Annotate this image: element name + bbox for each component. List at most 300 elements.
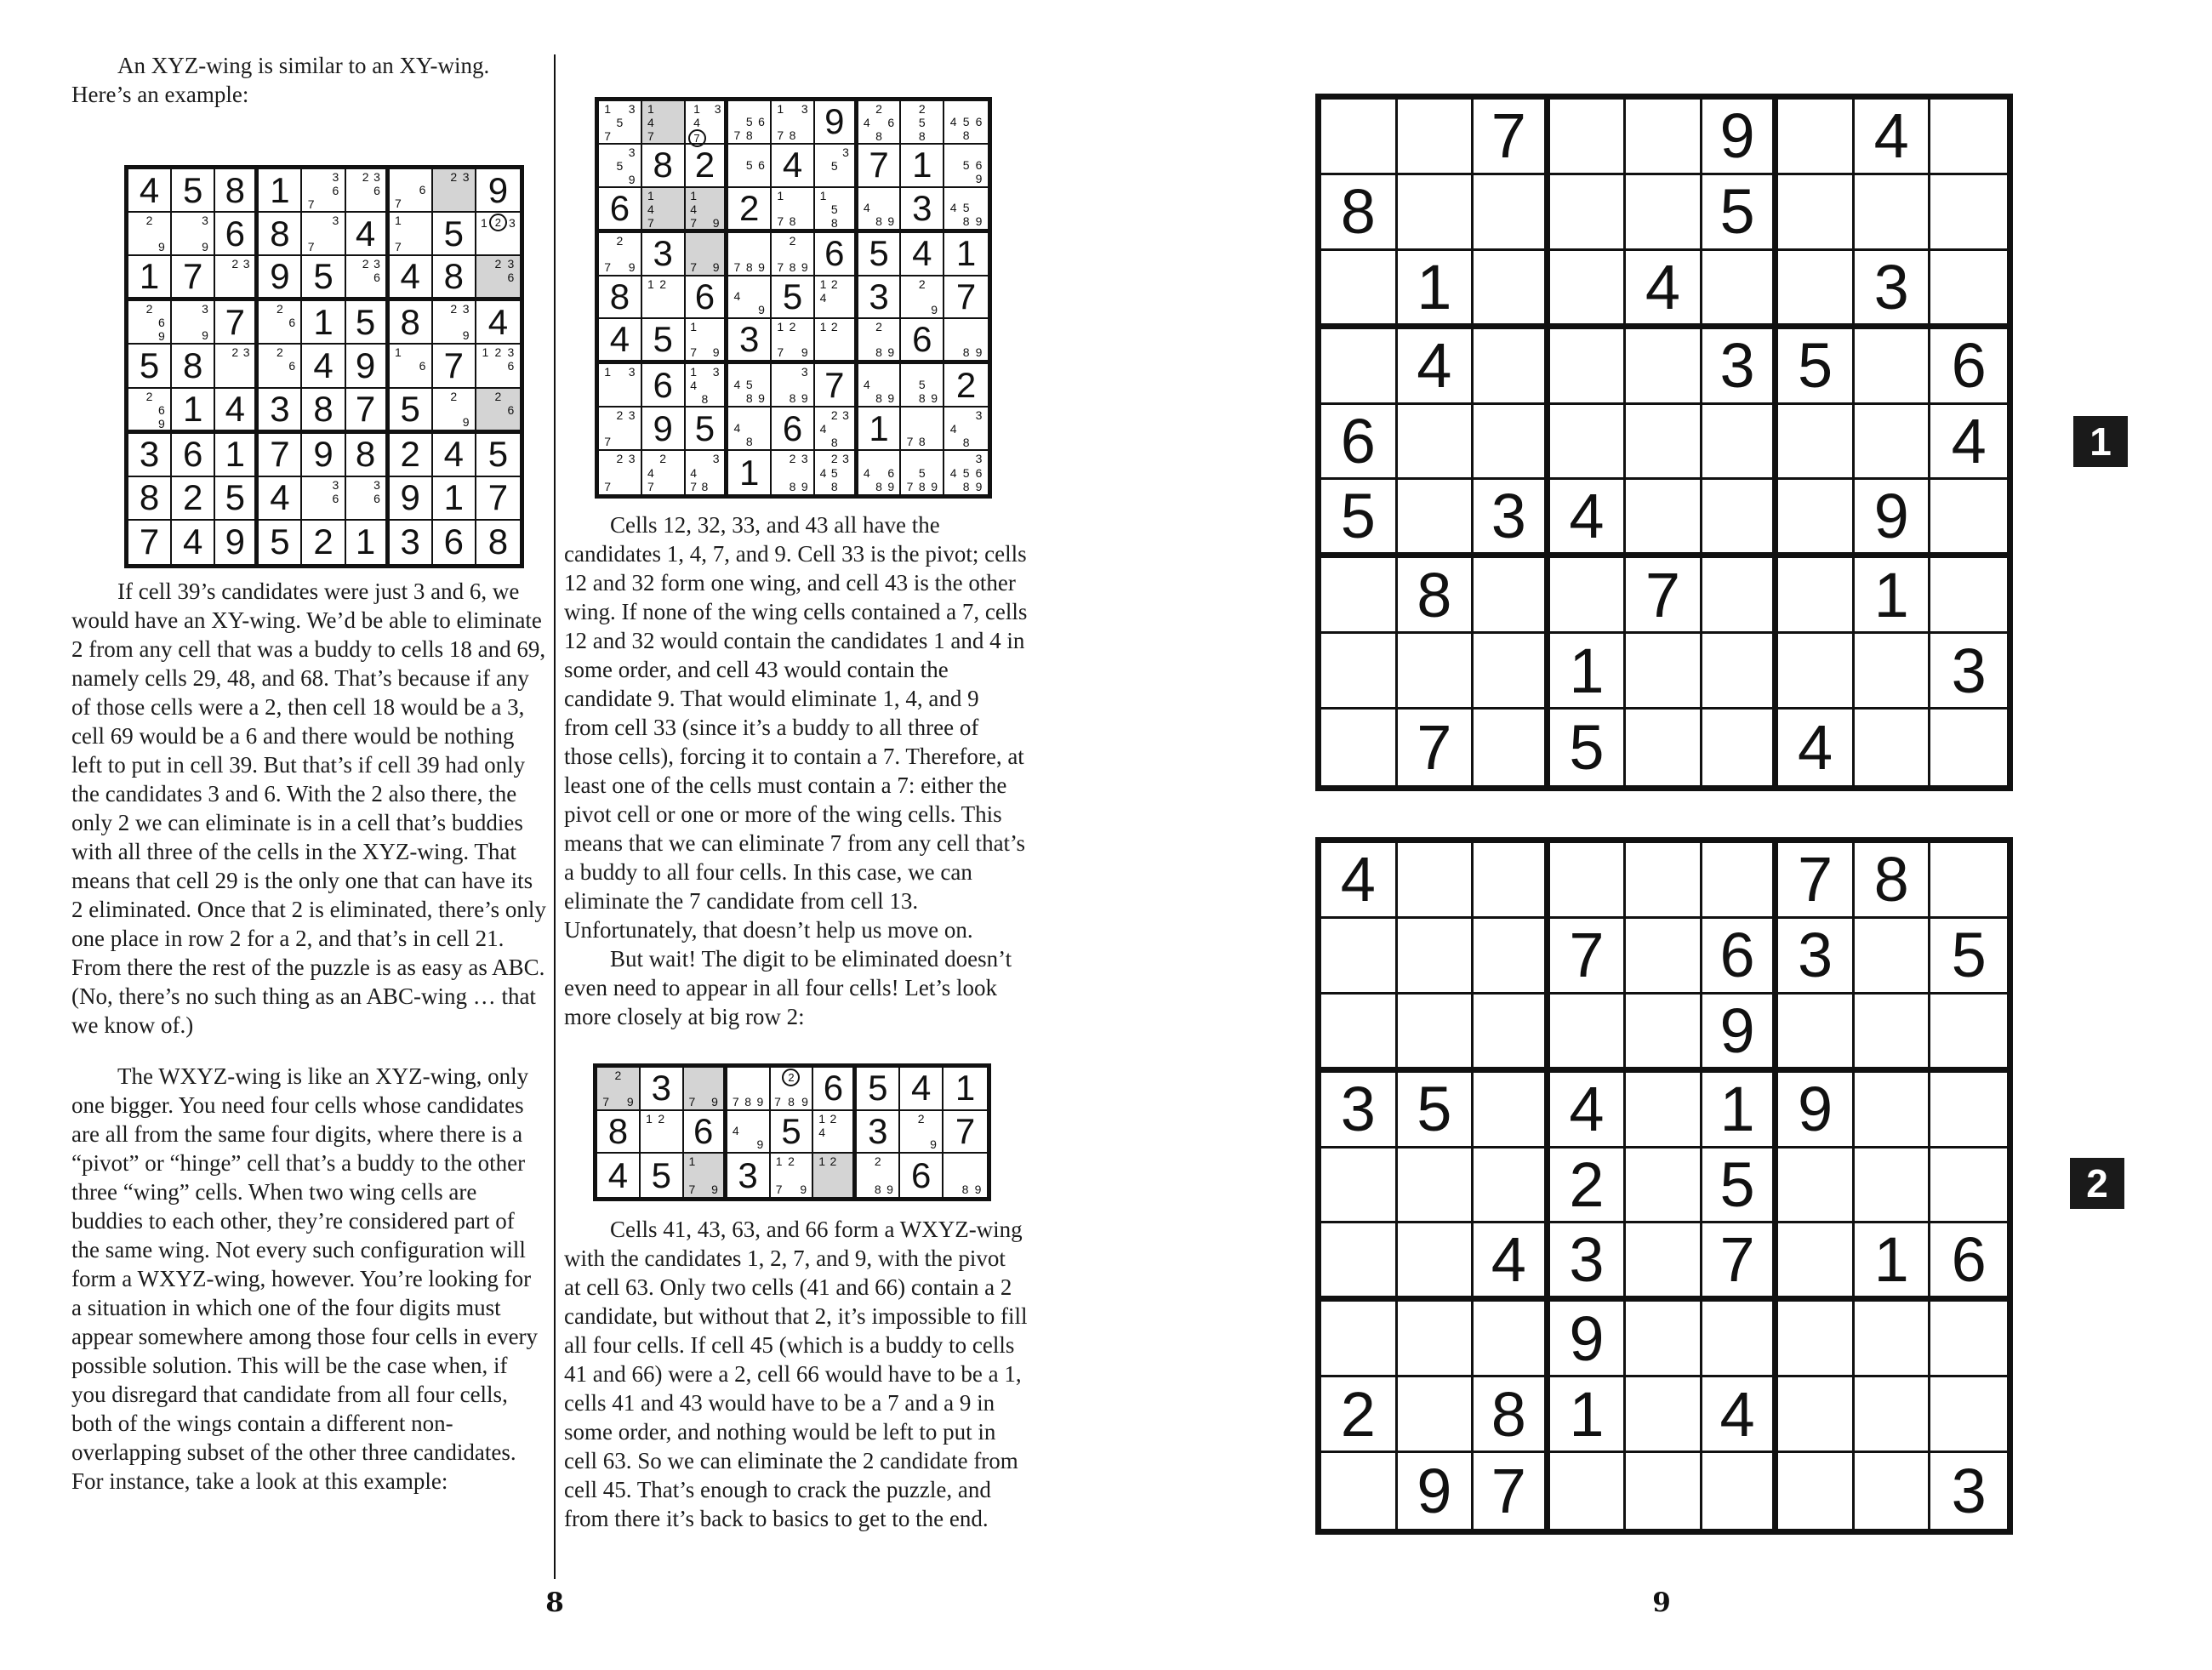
grid-cell-r9c6: 1 [346, 521, 390, 564]
grid-cell-r7c1: 3 [128, 434, 172, 477]
grid-cell-r5c9: 7 [944, 276, 988, 320]
candidate: 1 [394, 214, 402, 228]
page-number-left: 8 [545, 1587, 564, 1618]
candidate: 1 [693, 102, 700, 116]
candidate-list [774, 102, 811, 142]
grid-cell-r4c4 [259, 301, 302, 345]
grid-cell-r2c5: 4 [772, 145, 815, 188]
puzzle-cell-r5c6 [1702, 405, 1779, 481]
grid-cell-r9c1 [599, 451, 642, 494]
candidate-list [687, 1069, 721, 1109]
grid-cell-r9c2 [642, 451, 686, 494]
candidate-list [731, 102, 767, 142]
candidate: 5 [745, 114, 753, 128]
but-wait-paragraph: But wait! The digit to be eliminated doesn’t even need to appear in all four cells! Let’s look more closely at big row 2: [564, 946, 1012, 1029]
grid-cell-r3c2: 7 [172, 256, 215, 301]
grid-cell-r4c7: 5 [858, 233, 902, 276]
puzzle-cell-r9c3 [1474, 710, 1550, 785]
grid-cell-r5c5: 4 [302, 345, 345, 388]
grid-cell-r2c3: 2 [686, 145, 729, 188]
candidate: 9 [887, 479, 895, 493]
grid-cell-r2c3: 6 [684, 1111, 727, 1154]
candidate: 3 [801, 365, 808, 379]
candidate: 8 [745, 435, 753, 449]
grid-cell-r2c2 [172, 213, 215, 256]
candidate: 9 [975, 479, 983, 493]
candidate: 7 [906, 479, 914, 493]
candidate: 9 [974, 1182, 982, 1196]
candidate: 7 [307, 240, 315, 254]
candidate-list [730, 1069, 767, 1109]
puzzle-cell-r8c5 [1626, 1377, 1702, 1453]
candidate: 4 [690, 202, 698, 216]
candidate: 9 [756, 1094, 764, 1109]
puzzle-cell-r2c1: 8 [1321, 175, 1398, 251]
grid-cell-r1c5 [771, 1068, 814, 1111]
candidate: 2 [276, 302, 283, 316]
candidate: 1 [647, 276, 654, 291]
puzzle-cell-r6c6 [1702, 480, 1779, 558]
puzzle-cell-r7c4 [1550, 558, 1627, 634]
candidate: 8 [962, 345, 970, 360]
candidate: 4 [647, 116, 654, 129]
puzzle-cell-r7c9 [1930, 1302, 2007, 1377]
puzzle-cell-r3c6 [1702, 251, 1779, 329]
candidate: 7 [307, 197, 315, 211]
grid-cell-r1c7 [858, 101, 902, 145]
candidate: 2 [789, 452, 796, 466]
candidate: 5 [616, 158, 624, 173]
grid-cell-r2c2 [641, 1111, 684, 1154]
puzzle-cell-r7c5: 7 [1626, 558, 1702, 634]
grid-cell-r1c8 [901, 101, 944, 145]
grid-cell-r1c5 [772, 101, 815, 145]
grid-cell-r3c1: 4 [597, 1154, 641, 1197]
candidate-list [643, 1112, 680, 1152]
candidate: 9 [712, 215, 720, 230]
grid-cell-r2c4: 8 [259, 213, 302, 256]
candidate: 3 [242, 345, 250, 360]
candidate: 3 [712, 365, 720, 379]
grid-cell-r7c9: 2 [944, 364, 988, 408]
grid-cell-r6c9 [476, 389, 520, 434]
candidate: 4 [693, 116, 700, 129]
puzzle-cell-r5c8 [1855, 405, 1931, 481]
puzzle-cell-r9c1 [1321, 710, 1398, 785]
puzzle-cell-r3c4 [1550, 995, 1627, 1073]
candidate: 4 [647, 465, 654, 480]
puzzle-cell-r4c4: 4 [1550, 1073, 1627, 1148]
grid-cell-r2c6 [815, 145, 858, 188]
grid-cell-r9c2: 4 [172, 521, 215, 564]
grid-cell-r3c5 [771, 1154, 814, 1197]
candidate-list [131, 302, 168, 342]
grid-cell-r4c6: 5 [346, 301, 390, 345]
candidate: 2 [145, 389, 153, 403]
candidate: 4 [819, 465, 827, 480]
candidate: 2 [145, 214, 153, 228]
candidate: 3 [332, 214, 339, 228]
grid-cell-r6c6: 7 [346, 389, 390, 434]
candidate: 8 [789, 214, 796, 228]
candidate-list [601, 408, 638, 448]
candidate: 2 [616, 452, 624, 466]
grid-cell-r9c4: 5 [259, 521, 302, 564]
grid-cell-r5c4 [728, 276, 772, 320]
candidate: 1 [690, 365, 698, 379]
candidate: 5 [918, 116, 926, 129]
puzzle-cell-r9c8 [1855, 1453, 1931, 1529]
candidate: 8 [961, 1182, 969, 1196]
candidate-list [261, 302, 298, 342]
candidate: 1 [777, 188, 784, 202]
puzzle-cell-r8c2 [1398, 634, 1474, 710]
puzzle-cell-r8c4: 1 [1550, 1377, 1627, 1453]
candidate: 8 [701, 479, 709, 493]
candidate-list [947, 189, 985, 228]
candidate: 1 [646, 1111, 653, 1126]
puzzle-cell-r5c3 [1474, 405, 1550, 481]
candidate: 9 [887, 1182, 893, 1196]
puzzle-cell-r4c4 [1550, 329, 1627, 405]
puzzle-cell-r7c6 [1702, 1302, 1779, 1377]
grid-cell-r3c4: 9 [259, 256, 302, 301]
puzzle-cell-r5c5 [1626, 1148, 1702, 1224]
grid-cell-r1c4: 1 [259, 169, 302, 213]
grid-cell-r4c2: 3 [642, 233, 686, 276]
candidate-list [601, 365, 638, 405]
candidate: 9 [758, 303, 765, 317]
puzzle-cell-r3c7 [1778, 995, 1855, 1073]
candidate: 8 [962, 479, 970, 493]
candidate: 6 [332, 491, 339, 505]
candidate-list [731, 145, 767, 185]
grid-cell-r7c1 [599, 364, 642, 408]
grid-cell-r1c5 [302, 169, 345, 213]
grid-cell-r4c5 [772, 233, 815, 276]
candidate: 8 [744, 1094, 751, 1109]
puzzle-cell-r2c7: 3 [1778, 919, 1855, 995]
puzzle-cell-r1c2 [1398, 100, 1474, 175]
puzzle-cell-r3c8: 3 [1855, 251, 1931, 329]
candidate-list [903, 1112, 939, 1152]
puzzle-2-label: 2 [2070, 1158, 2124, 1209]
puzzle-cell-r7c3 [1474, 558, 1550, 634]
candidate: 8 [875, 479, 882, 493]
grid-cell-r7c5: 9 [302, 434, 345, 477]
puzzle-cell-r2c8 [1855, 919, 1931, 995]
candidate-list [218, 345, 252, 385]
candidate: 3 [507, 257, 515, 271]
grid-cell-r2c5 [302, 213, 345, 256]
puzzle-cell-r9c4: 5 [1550, 710, 1627, 785]
puzzle-cell-r9c1 [1321, 1453, 1398, 1529]
grid-cell-r9c6 [815, 451, 858, 494]
candidate: 4 [733, 378, 741, 392]
candidate: 8 [875, 345, 882, 360]
candidate-list [349, 257, 383, 296]
candidate: 3 [373, 477, 380, 492]
candidate: 4 [949, 200, 957, 214]
candidate: 6 [758, 158, 765, 173]
grid-cell-r7c5 [772, 364, 815, 408]
puzzle-cell-r9c5 [1626, 1453, 1702, 1529]
grid-cell-r6c7: 5 [390, 389, 433, 434]
grid-cell-r2c8 [900, 1111, 944, 1154]
candidate: 1 [688, 1154, 696, 1169]
xy-wing-paragraph: If cell 39’s candidates were just 3 and 6, we would have an XY-wing. We’d be able to eliminate 2 from any cell that was a buddy to cells 18 and 69, namely cells 29, 48, and 68. That’s because if any of those cells were a 2, then cell 18 would be a 3, cell 69 would be a 6 and there would be nothing left to put in cell 39. But that’s if cell 39 had only the candidates 3 and 6. With the 2 also there, the only 2 we can eliminate is in a cell that’s buddies with all three of the cells in the XYZ-wing. That means that cell 29 is the only one that can have its 2 eliminated. Once that 2 is eliminated, there’s only one place in row 2 for a 2, and that’s in cell 21. From there the rest of the puzzle is as easy as ABC. (No, there’s no such thing as an ABC-wing … that we know of.) [71, 579, 546, 1038]
puzzle-cell-r1c8: 4 [1855, 100, 1931, 175]
grid-cell-r2c8: 1 [901, 145, 944, 188]
puzzle-cell-r6c9: 6 [1930, 1223, 2007, 1302]
candidate: 6 [288, 316, 296, 330]
grid-cell-r5c3 [215, 345, 259, 388]
grid-cell-r9c4: 1 [728, 451, 772, 494]
candidate-list [818, 320, 852, 359]
grid-cell-r7c4: 7 [259, 434, 302, 477]
grid-cell-r2c1 [599, 145, 642, 188]
grid-cell-r8c9 [944, 408, 988, 451]
grid-cell-r2c3: 6 [215, 213, 259, 256]
candidate: 9 [158, 416, 165, 430]
big-row-2-grid [593, 1063, 991, 1201]
candidate: 6 [373, 491, 380, 505]
grid-cell-r5c3: 6 [686, 276, 729, 320]
puzzle-cell-r3c5: 4 [1626, 251, 1702, 329]
candidate: 9 [462, 414, 470, 429]
candidate-list [818, 452, 852, 493]
puzzle-cell-r7c1 [1321, 1302, 1398, 1377]
candidate-list [601, 145, 638, 185]
candidate: 3 [628, 145, 636, 159]
candidate: 7 [604, 435, 612, 449]
grid-cell-r4c3: 7 [215, 301, 259, 345]
candidate: 8 [789, 479, 796, 493]
candidate: 2 [659, 452, 667, 466]
grid-cell-r8c3: 5 [215, 477, 259, 521]
candidate-list [688, 452, 722, 493]
grid-cell-r8c4: 4 [259, 477, 302, 521]
puzzle-cell-r9c2: 7 [1398, 710, 1474, 785]
candidate: 3 [801, 102, 808, 116]
candidate: 2 [830, 1154, 837, 1169]
puzzle-cell-r2c9 [1930, 175, 2007, 251]
grid-cell-r9c8: 6 [433, 521, 476, 564]
grid-cell-r8c9: 7 [476, 477, 520, 521]
puzzle-cell-r2c6: 6 [1702, 919, 1779, 995]
candidate: 8 [745, 391, 753, 406]
candidate: 6 [507, 359, 515, 373]
puzzle-cell-r4c3 [1474, 329, 1550, 405]
grid-cell-r3c3 [684, 1154, 727, 1197]
candidate-list [645, 189, 681, 228]
grid-cell-r1c7: 5 [857, 1068, 900, 1111]
candidate: 9 [801, 345, 808, 360]
candidate: 9 [758, 391, 765, 406]
puzzle-cell-r4c8 [1855, 329, 1931, 405]
grid-cell-r1c8 [433, 169, 476, 213]
candidate: 7 [688, 1094, 696, 1109]
puzzle-cell-r7c7 [1778, 558, 1855, 634]
puzzle-cell-r7c7 [1778, 1302, 1855, 1377]
puzzle-cell-r6c8: 1 [1855, 1223, 1931, 1302]
candidate: 8 [745, 128, 753, 142]
grid-cell-r3c8: 3 [901, 188, 944, 233]
puzzle-cell-r6c6: 7 [1702, 1223, 1779, 1302]
grid-cell-r7c6: 7 [815, 364, 858, 408]
candidate: 4 [863, 465, 870, 480]
grid-cell-r1c6 [346, 169, 390, 213]
candidate-list [861, 365, 898, 405]
grid-cell-r8c4 [728, 408, 772, 451]
candidate: 4 [733, 421, 741, 436]
candidate: 3 [373, 170, 380, 184]
puzzle-cell-r2c3 [1474, 175, 1550, 251]
candidate: 5 [830, 158, 838, 173]
candidate: 4 [949, 465, 957, 480]
candidate: 3 [202, 214, 208, 228]
candidate: 6 [975, 157, 983, 172]
candidate: 2 [918, 276, 926, 291]
grid-cell-r8c8: 1 [433, 477, 476, 521]
grid-cell-r9c9: 8 [487, 522, 509, 562]
puzzle-cell-r7c3 [1474, 1302, 1550, 1377]
candidate: 9 [975, 214, 983, 228]
candidate: 7 [647, 215, 654, 230]
candidate: 8 [830, 436, 838, 450]
puzzle-cell-r9c5 [1626, 710, 1702, 785]
candidate: 3 [628, 365, 636, 379]
candidate: 9 [202, 240, 208, 254]
grid-cell-r5c7: 3 [858, 276, 902, 320]
candidate-list [816, 1112, 850, 1152]
candidate: 9 [758, 259, 765, 274]
candidate: 1 [690, 320, 698, 334]
candidate: 9 [711, 1094, 718, 1109]
grid-cell-r3c1: 6 [599, 188, 642, 233]
candidate: 7 [733, 259, 741, 274]
grid-cell-r3c6 [815, 188, 858, 233]
candidate-circled: 2 [782, 1069, 800, 1086]
candidate: 8 [918, 129, 926, 143]
candidate-list [479, 390, 517, 429]
candidate-list [773, 1069, 810, 1109]
puzzle-cell-r8c1 [1321, 634, 1398, 710]
puzzle-cell-r2c5 [1626, 175, 1702, 251]
candidate-list [305, 170, 341, 210]
puzzle-cell-r9c7: 4 [1778, 710, 1855, 785]
grid-cell-r9c3: 9 [215, 521, 259, 564]
cells-paragraph: Cells 12, 32, 33, and 43 all have the candidates 1, 4, 7, and 9. Cell 33 is the pivot; cells 12 and 32 form one wing, and cell 43 is the other wing. If none of the wing cells contained a 7, cells 12 and 32 would contain the candidates 1 and 4 in some order, and cell 43 would contain the candidate 9. That would eliminate 1, 4, and 9 from cell 33 (since it’s a buddy to all three of those cells), forcing it to contain a 7. Therefore, at least one of the cells must contain a 7: either the pivot cell or one or more of the wing cells. This means that we can eliminate 7 from any cell that’s a buddy to all four cells. In this case, we can eliminate the 7 candidate from cell 13. Unfortunately, that doesn’t help us move on. [564, 512, 1028, 943]
puzzle-cell-r3c9 [1930, 995, 2007, 1073]
puzzle-cell-r5c7 [1778, 405, 1855, 481]
candidate: 8 [789, 128, 796, 142]
candidate-list [947, 145, 985, 185]
candidate: 9 [801, 479, 808, 493]
grid-cell-r7c7 [858, 364, 902, 408]
candidate: 2 [874, 1154, 881, 1169]
candidate: 9 [756, 1137, 764, 1152]
candidate: 1 [690, 188, 698, 202]
grid-cell-r3c3 [215, 256, 259, 301]
puzzle-cell-r1c6: 9 [1702, 100, 1779, 175]
candidate-list [601, 234, 638, 274]
grid-cell-r8c1: 8 [128, 477, 172, 521]
grid-cell-r6c4: 3 [728, 319, 772, 364]
candidate: 3 [332, 477, 339, 492]
puzzle-cell-r7c8: 1 [1855, 558, 1931, 634]
candidate-list [818, 408, 852, 448]
candidate-list [174, 214, 211, 254]
candidate: 5 [918, 378, 926, 392]
puzzle-cell-r6c5 [1626, 480, 1702, 558]
candidate: 8 [830, 479, 838, 493]
grid-cell-r7c2: 6 [172, 434, 215, 477]
grid-cell-r3c9 [476, 256, 520, 301]
puzzle-cell-r1c5 [1626, 100, 1702, 175]
puzzle-cell-r7c5 [1626, 1302, 1702, 1377]
candidate: 7 [775, 1182, 783, 1196]
grid-cell-r2c9: 7 [944, 1111, 987, 1154]
puzzle-cell-r4c7: 9 [1778, 1073, 1855, 1148]
candidate: 3 [332, 170, 339, 184]
candidate-list [479, 345, 517, 385]
candidate: 2 [917, 1111, 925, 1126]
grid-cell-r4c3 [686, 233, 729, 276]
candidate: 5 [962, 114, 970, 128]
candidate: 2 [494, 345, 502, 360]
candidate: 3 [462, 170, 470, 184]
candidate: 3 [509, 215, 516, 230]
candidate: 7 [602, 1094, 610, 1109]
candidate: 7 [688, 1182, 696, 1196]
candidate: 9 [158, 240, 165, 254]
candidate: 6 [158, 316, 165, 330]
grid-cell-r3c7 [858, 188, 902, 233]
candidate-list [688, 365, 722, 405]
grid-cell-r3c4: 3 [727, 1154, 771, 1197]
grid-cell-r7c8: 4 [433, 434, 476, 477]
candidate: 1 [482, 345, 489, 360]
candidate: 8 [962, 128, 970, 142]
wxyz-example-grid [595, 97, 992, 499]
grid-cell-r1c2 [642, 101, 686, 145]
puzzle-cell-r3c6: 9 [1702, 995, 1779, 1073]
wxyz-wing-paragraph: The WXYZ-wing is like an XYZ-wing, only one bigger. You need four cells whose candidates are all from the same four digits, where there is a “pivot” or “hinge” cell that’s a buddy to the other three “wing” cells. When two wing cells are buddies to each other, they’re considered part of the same wing. Not every such configuration will form a WXYZ-wing, however. You’re looking for a situation in which one of the four digits must appear somewhere among those four cells in every possible solution. This will be the case when, if you disregard that candidate from all four cells, both of the wings contain a different non-overlapping subset of the other three candidates. For instance, take a look at this example: [71, 1063, 539, 1494]
candidate: 4 [690, 465, 698, 480]
grid-cell-r4c7: 8 [390, 301, 433, 345]
candidate: 7 [690, 215, 698, 230]
candidate-list [816, 1154, 850, 1196]
candidate: 1 [819, 188, 827, 202]
grid-cell-r1c9 [944, 101, 988, 145]
grid-cell-r6c2: 5 [642, 319, 686, 364]
puzzle-cell-r1c1: 4 [1321, 843, 1398, 919]
candidate-list [947, 102, 985, 142]
grid-cell-r2c2: 8 [642, 145, 686, 188]
puzzle-cell-r7c4: 9 [1550, 1302, 1627, 1377]
puzzle-cell-r1c5 [1626, 843, 1702, 919]
candidate: 3 [628, 102, 636, 116]
grid-cell-r2c9 [476, 213, 520, 256]
grid-cell-r3c7 [857, 1154, 900, 1197]
candidate: 3 [242, 257, 250, 271]
grid-cell-r1c3: 8 [215, 169, 259, 213]
candidate: 4 [818, 1125, 825, 1139]
candidate-list [861, 452, 898, 493]
grid-cell-r7c7: 2 [390, 434, 433, 477]
candidate: 1 [818, 1111, 825, 1126]
